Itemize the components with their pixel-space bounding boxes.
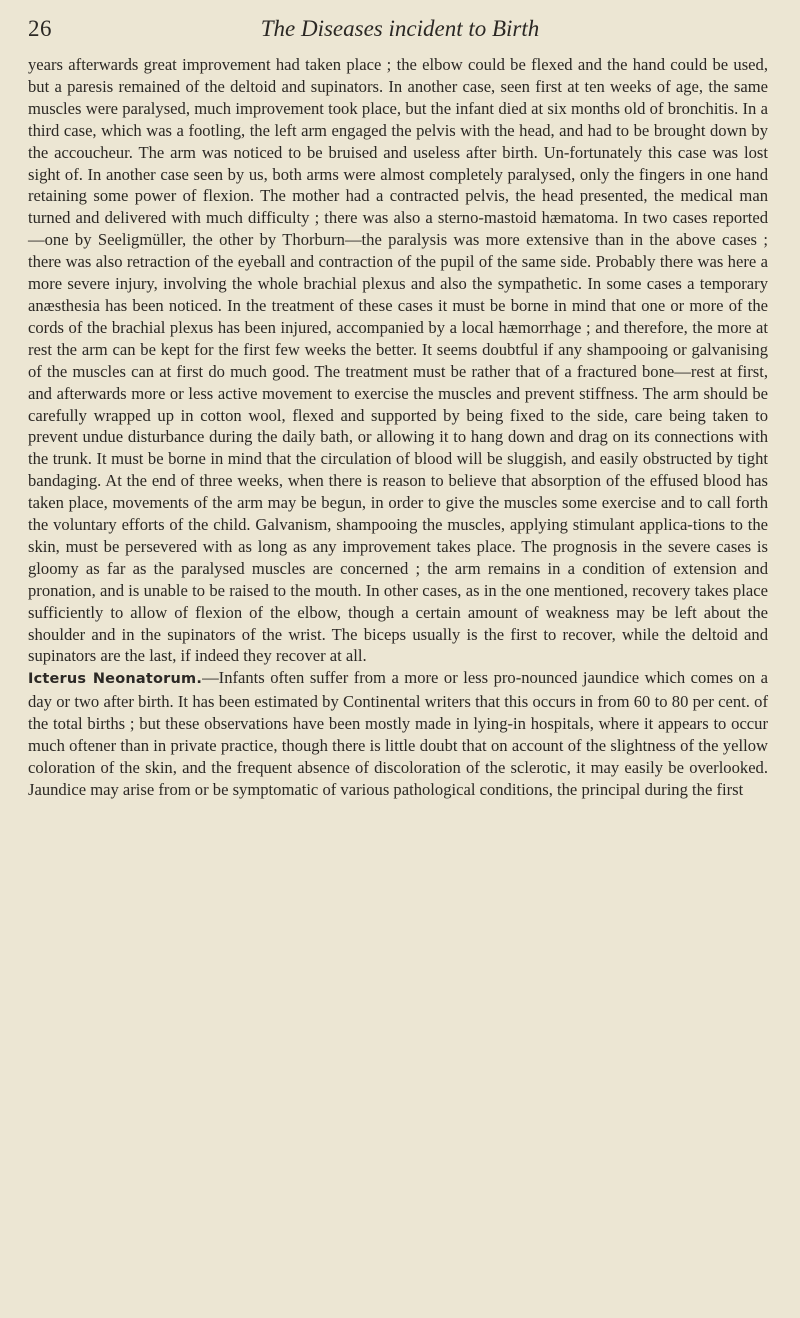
paragraph-2: [28, 667, 768, 800]
running-title: The Diseases incident to Birth: [260, 16, 540, 41]
page-header: [28, 16, 772, 50]
paragraph-1: years afterwards great improvement had taken place ; the elbow could be flexed and the hand could be used, but a paresis remained of the deltoid and supinators. In another case, seen first at ten weeks of age, the same muscles were paralysed, much improvement took place, but the infant died at six months old of bronchitis. In a third case, which was a footling, the left arm engaged the pelvis with the head, and had to be brought down by the accoucheur. The arm was noticed to be bruised and useless after birth. Un-fortunately this case was lost sight of. In another case seen by us, both arms were almost completely paralysed, only the fingers in one hand retaining some power of flexion. The mother had a contracted pelvis, the head presented, the medical man turned and delivered with much difficulty ; there was also a sterno-mastoid hæmatoma. In two cases reported—one by Seeligmüller, the other by Thorburn—the paralysis was more extensive than in the above cases ; there was also retraction of the eyeball and contraction of the pupil of the same side. Probably there was here a more severe injury, involving the whole brachial plexus and also the sympathetic. In some cases a temporary anæsthesia has been noticed. In the treatment of these cases it must be borne in mind that one or more of the cords of the brachial plexus has been injured, accompanied by a local hæmorrhage ; and therefore, the more at rest the arm can be kept for the first few weeks the better. It seems doubtful if any shampooing or galvanising of the muscles can at first do much good. The treatment must be rather that of a fractured bone—rest at first, and afterwards more or less active movement to exercise the muscles and prevent stiffness. The arm should be carefully wrapped up in cotton wool, flexed and supported by being fixed to the side, care being taken to prevent undue disturbance during the daily bath, or allowing it to hang down and drag on its connections with the trunk. It must be borne in mind that the circulation of blood will be sluggish, and easily obstructed by tight bandaging. At the end of three weeks, when there is reason to believe that absorption of the effused blood has taken place, movements of the arm may be begun, in order to give the muscles some exercise and to call forth the voluntary efforts of the child. Galvanism, shampooing the muscles, applying stimulant applica-tions to the skin, must be persevered with as long as any improvement takes place. The prognosis in the severe cases is gloomy as far as the paralysed muscles are concerned ; the arm remains in a condition of extension and pronation, and is unable to be raised to the mouth. In other cases, as in the one mentioned, recovery takes place sufficiently to allow of flexion of the elbow, though a certain amount of weakness may be left about the shoulder and in the supinators of the wrist. The biceps usually is the first to recover, while the deltoid and supinators are the last, if indeed they recover at all.: [28, 55, 768, 666]
paragraph-2-text: —Infants often suffer from a more or less pro-nounced jaundice which comes on a day or two after birth. It has been estimated by Continental writers that this occurs in from 60 to 80 per cent. of the total births ; but these observations have been mostly made in lying-in hospitals, where it appears to occur much oftener than in private practice, though there is little doubt that on account of the slightness of the yellow coloration of the skin, and the frequent absence of discoloration of the sclerotic, it may easily be overlooked. Jaundice may arise from or be symptomatic of various pathological conditions, the principal during the first: [28, 668, 768, 799]
body-text: [28, 54, 768, 801]
page-number: 26: [28, 16, 52, 41]
section-heading-icterus-neonatorum: Icterus Neonatorum.: [28, 671, 203, 688]
